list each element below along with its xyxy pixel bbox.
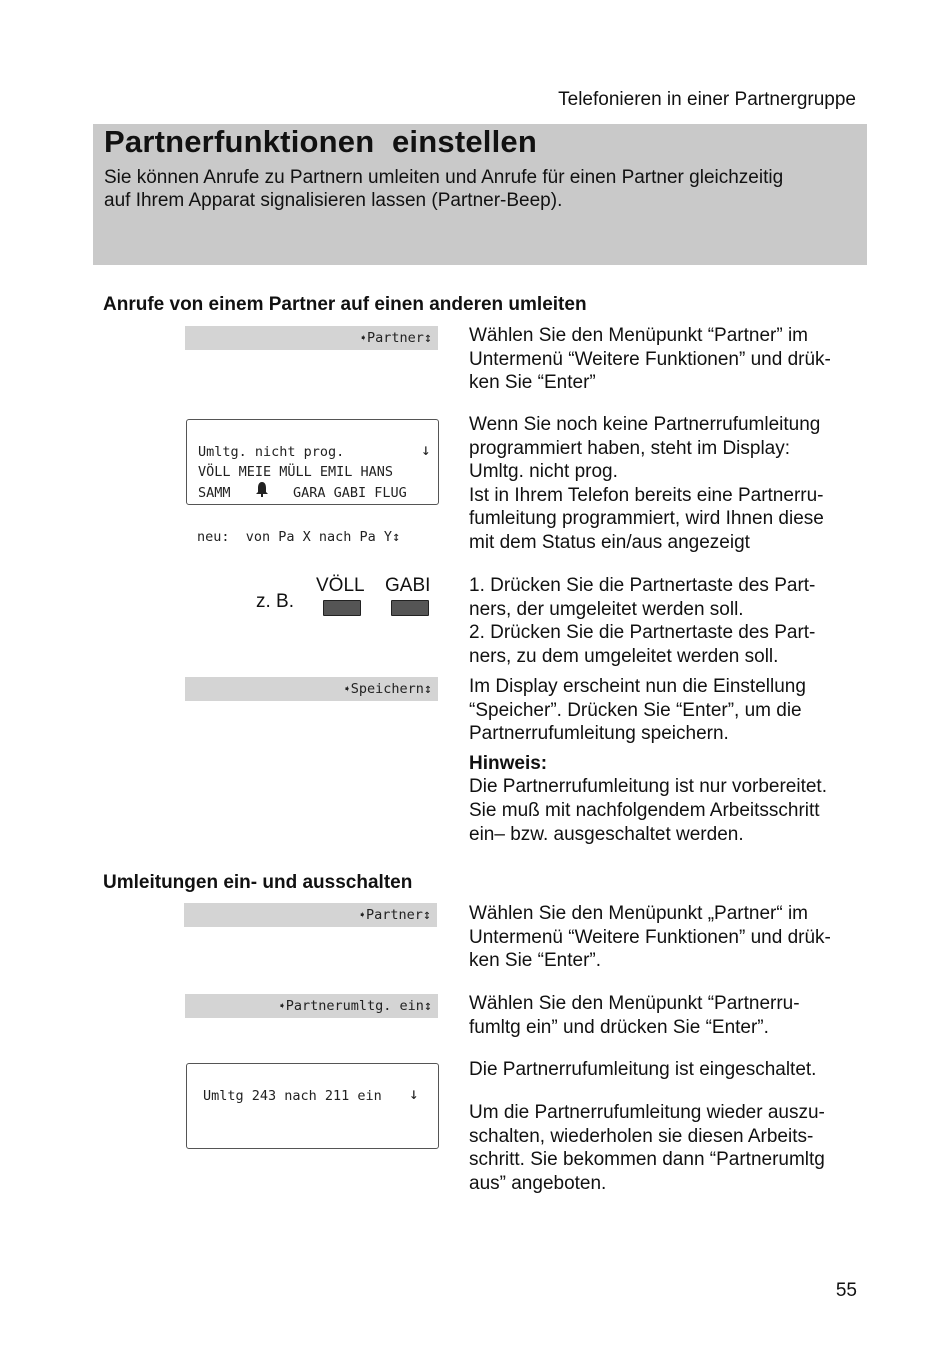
intro-line: Sie können Anrufe zu Partnern umleiten und Anrufe für einen Partner gleichzeitig <box>104 167 784 188</box>
text-line: Umltg. nicht prog. <box>469 461 618 483</box>
text-line: Wählen Sie den Menüpunkt “Partnerru- <box>469 993 800 1014</box>
text-line: Um die Partnerrufumleitung wieder auszu- <box>469 1102 825 1123</box>
lcd-line-3-right: GARA GABI FLUG <box>293 485 407 501</box>
text-line: fumleitung programmiert, wird Ihnen diese <box>469 508 824 530</box>
text-line: Partnerrufumleitung speichern. <box>469 723 729 745</box>
intro-line: auf Ihrem Apparat signalisieren lassen (Partner-Beep). <box>104 190 563 211</box>
key-label-voell: VÖLL <box>316 575 365 596</box>
instruction-text <box>469 1101 864 1195</box>
neu-text: neu: von Pa X nach Pa Y <box>197 529 393 545</box>
lcd-line-3-left: SAMM <box>198 485 231 501</box>
text-line: ken Sie “Enter”. <box>469 950 601 972</box>
instruction-text <box>469 902 864 973</box>
text-line: Wählen Sie den Menüpunkt „Partner“ im <box>469 903 808 924</box>
instruction-text <box>469 992 864 1039</box>
running-header: Telefonieren in einer Partnergruppe <box>558 89 856 110</box>
menu-label: Speichern <box>350 681 424 697</box>
section-heading-ein-aus: Umleitungen ein- und ausschalten <box>103 872 413 893</box>
text-line: ein– bzw. ausgeschaltet werden. <box>469 823 744 845</box>
menu-display-partner <box>184 903 437 927</box>
neu-display-line <box>197 529 400 545</box>
lcd-line: Umltg 243 nach 211 ein <box>203 1088 382 1104</box>
bell-icon <box>255 481 269 501</box>
menu-label: Partnerumltg. ein <box>285 998 424 1014</box>
instruction-text <box>469 413 864 555</box>
menu-display-speichern <box>185 677 438 701</box>
menu-display-partnerumltg <box>185 994 438 1018</box>
intro-text <box>104 166 854 212</box>
scroll-right-icon: ➧ <box>358 908 366 922</box>
text-line: aus” angeboten. <box>469 1172 607 1194</box>
scroll-right-icon: ➧ <box>343 682 351 696</box>
text-line: Im Display erscheint nun die Einstellung <box>469 676 806 697</box>
page-number: 55 <box>835 1280 857 1301</box>
text-line: “Speicher”. Drücken Sie “Enter”, um die <box>469 699 802 721</box>
instruction-text <box>469 324 864 395</box>
instruction-text <box>469 574 864 668</box>
example-prefix: z. B. <box>256 591 295 612</box>
text-line: Die Partnerrufumleitung ist nur vorbereitet. <box>469 776 827 798</box>
text-line: Ist in Ihrem Telefon bereits eine Partnerru- <box>469 484 824 506</box>
up-down-arrow-icon: ↕ <box>423 330 432 346</box>
note-title: Hinweis: <box>469 752 548 774</box>
text-line: programmiert haben, steht im Display: <box>469 437 791 459</box>
up-down-arrow-icon: ↕ <box>423 998 432 1014</box>
instruction-text: Die Partnerrufumleitung ist eingeschaltet. <box>469 1059 817 1080</box>
page-title: Partnerfunktionen einstellen <box>104 124 537 159</box>
lcd-display <box>186 1063 439 1149</box>
up-down-arrow-icon: ↕ <box>422 907 431 923</box>
arrow-down-icon: ↓ <box>421 440 431 459</box>
key-label-gabi: GABI <box>385 575 431 596</box>
text-line: Wenn Sie noch keine Partnerrufumleitung <box>469 414 821 435</box>
arrow-down-icon: ↓ <box>409 1084 419 1103</box>
scroll-right-icon: ➧ <box>278 999 286 1013</box>
menu-label: Partner <box>366 330 424 346</box>
text-line: ners, zu dem umgeleitet werden soll. <box>469 645 779 667</box>
text-line: ners, der umgeleitet werden soll. <box>469 598 744 620</box>
text-line: schritt. Sie bekommen dann “Partnerumltg <box>469 1149 825 1171</box>
text-line: ken Sie “Enter” <box>469 372 596 394</box>
up-down-arrow-icon: ↕ <box>423 681 432 697</box>
instruction-text <box>469 675 864 846</box>
text-line: Sie muß mit nachfolgendem Arbeitsschritt <box>469 799 820 821</box>
lcd-display <box>186 419 439 505</box>
up-down-arrow-icon: ↕ <box>392 529 401 545</box>
lcd-line-1: Umltg. nicht prog. <box>198 444 345 460</box>
text-line: Wählen Sie den Menüpunkt “Partner” im <box>469 325 808 346</box>
text-line: mit dem Status ein/aus angezeigt <box>469 531 750 553</box>
text-line: Untermenü “Weitere Funktionen” und drük- <box>469 348 831 370</box>
menu-label: Partner <box>365 907 423 923</box>
lcd-line-2: VÖLL MEIE MÜLL EMIL HANS <box>198 464 394 480</box>
text-line: fumltg ein” und drücken Sie “Enter”. <box>469 1016 769 1038</box>
text-line: Untermenü “Weitere Funktionen” und drük- <box>469 926 831 948</box>
partner-key-voell[interactable] <box>323 600 361 616</box>
text-line: 2. Drücken Sie die Partnertaste des Part- <box>469 622 816 644</box>
scroll-right-icon: ➧ <box>359 331 367 345</box>
text-line: 1. Drücken Sie die Partnertaste des Part- <box>469 575 816 596</box>
text-line: schalten, wiederholen sie diesen Arbeits- <box>469 1125 814 1147</box>
menu-display-partner <box>185 326 438 350</box>
section-heading-umleiten: Anrufe von einem Partner auf einen anderen umleiten <box>103 294 587 315</box>
partner-key-gabi[interactable] <box>391 600 429 616</box>
